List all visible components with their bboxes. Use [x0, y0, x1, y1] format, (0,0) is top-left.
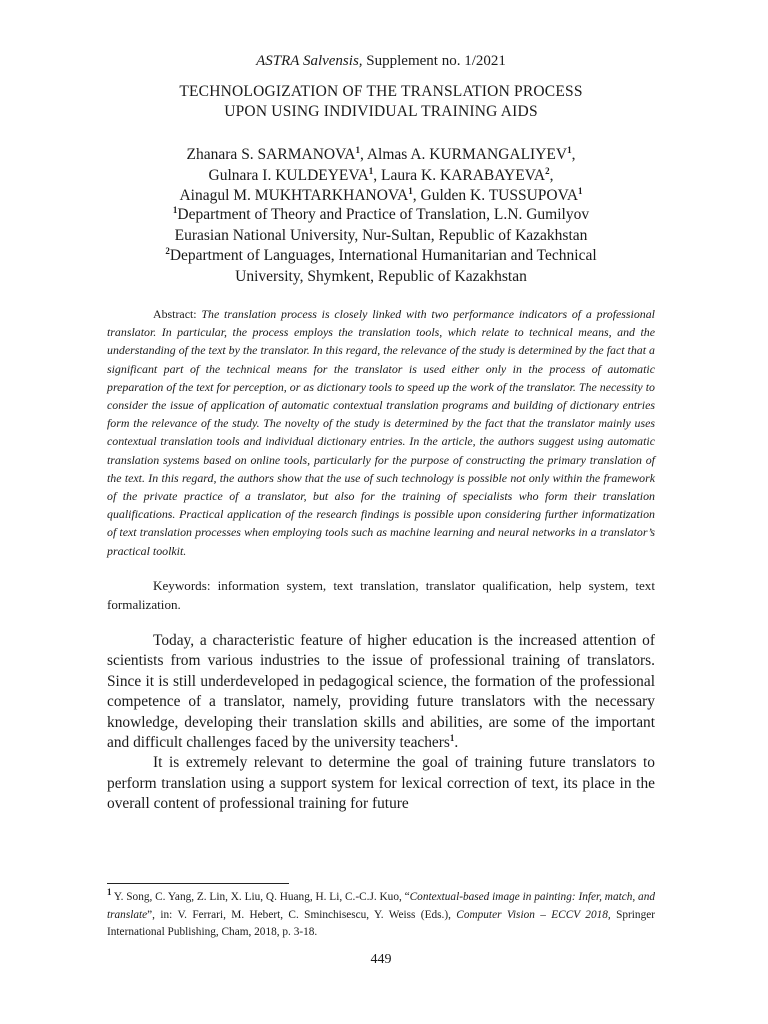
affiliations	[107, 205, 655, 287]
abstract-text: The translation process is closely linked with two performance indicators of a professional translator. In particular, the process employs the translation tools, which relate to technical means, and the understanding of the text by the translator. In this regard, the relevance of the study is determined by the fact that a significant part of the technical means for the translator is used either only in the process of automatic preparation of the text for perception, or as dictionary tools to speed up the work of the translator. The necessity to consider the issue of application of automatic contextual translation programs and building of dictionary entries form the relevance of the study. The novelty of the study is determined by the fact that the translator mainly uses contextual translation tools and individual dictionary entries. In the article, the authors suggest using automatic translation systems based on online tools, particularly for the purpose of constructing the primary translation of the text. In this regard, the authors show that the use of such technology is possible not only within the framework of the private practice of a translator, but also for the training of specialists who form their translation qualifications. Practical application of the research findings is possible upon considering further informatization of text translation processes when employing tools such as machine learning and neural networks in a translator’s practical toolkit.	[107, 307, 655, 558]
journal-header	[107, 53, 655, 70]
keywords	[107, 576, 655, 614]
abstract-label: Abstract:	[153, 307, 197, 321]
affiliation-marker: 1	[578, 185, 583, 196]
footnote-ref: 1	[449, 732, 455, 743]
author-line-2	[107, 166, 655, 187]
author-list	[107, 145, 655, 207]
affiliation-marker: 1	[368, 165, 374, 176]
author-name: , Laura K. KARABAYEVA	[373, 166, 546, 184]
affiliation-marker: 2	[545, 165, 550, 176]
affiliation-2-line-2: University, Shymkent, Republic of Kazakhstan	[235, 267, 527, 285]
title-line-1: TECHNOLOGIZATION OF THE TRANSLATION PROCESS	[179, 83, 583, 100]
affiliation-1-line-2: Eurasian National University, Nur-Sultan, Republic of Kazakhstan	[174, 226, 588, 244]
affiliation-marker: 1	[408, 185, 413, 196]
footnote: $^1$ Y. Song, C. Yang, Z. Lin, X. Liu, Q. Huang, H. Li, C.-C.J. Kuo, “Contextual-based image in painting: Infer, match, and translate”, in: V. Ferrari, M. Hebert, C. Sminchisescu, Y. Weiss (Eds.), Computer Vision – ECCV 2018, Springer International Publishing, Cham, 2018, p. 3-18.	[107, 887, 656, 938]
author-name: Gulnara I. KULDEYEVA	[208, 166, 369, 184]
footnote-marker: 1	[107, 887, 112, 898]
keywords-text: information system, text translation, translator qualification, help system, text formalization.	[107, 578, 655, 612]
abstract	[107, 305, 655, 560]
title-line-2: UPON USING INDIVIDUAL TRAINING AIDS	[224, 103, 538, 120]
paper-title	[107, 82, 655, 122]
journal-name: ASTRA Salvensis,	[256, 53, 363, 69]
journal-supplement: Supplement no. 1/2021	[362, 53, 506, 69]
body-text	[107, 631, 655, 815]
affiliation-marker: 1	[172, 204, 178, 215]
affiliation-1-line-1: $^1$Department of Theory and Practice of Translation, L.N. Gumilyov	[172, 204, 590, 223]
body-paragraph-1: Today, a characteristic feature of higher education is the increased attention of scientists from various industries to the issue of professional training of translators. Since it is still underdeveloped in pedagogical science, the formation of the professional competence of a translator, namely, providing future translators with the necessary knowledge, developing their translation skills and abilities, are some of the important and difficult challenges faced by the university teachers$^1$.	[107, 632, 655, 752]
author-name: , Almas A. KURMANGALIYEV	[359, 146, 568, 163]
author-separator: ,	[549, 166, 554, 184]
footnote-divider	[107, 883, 289, 884]
affiliation-marker: 1	[355, 144, 360, 155]
page-number: 449	[370, 952, 392, 967]
affiliation-2-line-1: $^2$Department of Languages, International Humanitarian and Technical	[165, 245, 597, 264]
author-line-1	[107, 145, 655, 166]
footnote-article-title: Contextual-based image in painting: Infer, match, and translate	[107, 891, 656, 921]
author-name: , Gulden K. TUSSUPOVA	[412, 187, 579, 204]
author-separator: ,	[571, 146, 576, 163]
affiliation-marker: 2	[165, 245, 170, 256]
author-name: Zhanara S. SARMANOVA	[186, 146, 356, 163]
footnote-book-title: Computer Vision – ECCV 2018,	[456, 908, 611, 921]
affiliation-marker: 1	[567, 144, 572, 155]
body-paragraph-2: It is extremely relevant to determine the goal of training future translators to perform translation using a support system for lexical correction of text, its place in the overall content of professional training for future	[107, 754, 655, 813]
keywords-label: Keywords:	[153, 578, 211, 593]
author-name: Ainagul M. MUKHTARKHANOVA	[179, 187, 409, 204]
author-line-3	[107, 186, 655, 207]
